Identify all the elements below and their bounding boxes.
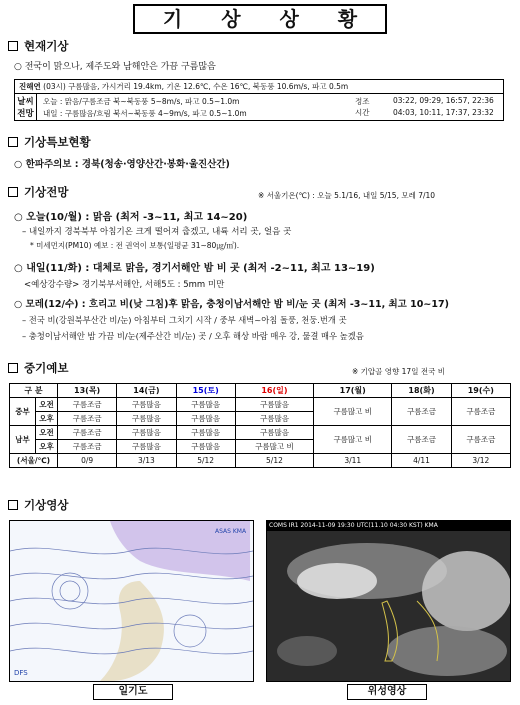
svg-text:ASAS KMA: ASAS KMA xyxy=(215,528,247,535)
temp-cell: 0/9 xyxy=(58,454,117,468)
table-cell: 구름많음 xyxy=(235,426,313,440)
checkbox-icon xyxy=(8,363,18,373)
outlook-today: ○ 오늘(10/월) : 맑음 (최저 -3~11, 최고 14~20) xyxy=(14,212,248,223)
pm10-note: * 미세먼지(PM10) 예보 : 전 권역이 보통(일평균 31~80㎍/㎥). xyxy=(30,241,240,250)
table-cell: 구름조금 xyxy=(451,398,510,426)
table-cell: 구름많음 xyxy=(117,412,176,426)
satellite-header: COMS IR1 2014-11-09 19:30 UTC(11.10 04:30 KST) KMA xyxy=(267,521,510,531)
am-label: 오전 xyxy=(36,398,58,412)
section-warnings: 기상특보현황 xyxy=(8,134,91,150)
section-images: 기상영상 xyxy=(8,497,68,513)
table-cell: 구름많음 xyxy=(235,398,313,412)
table-cell: 구름많음 xyxy=(117,398,176,412)
table-cell: 구름많음 xyxy=(117,440,176,454)
seoul-label: (서울/℃) xyxy=(10,454,58,468)
midterm-note: ※ 기압골 영향 17일 전국 비 xyxy=(352,367,445,376)
current-row: 진해연 (03시) 구름많음, 가시거리 19.4km, 기온 12.6℃, 수온 16℃, 북동풍 10.6m/s, 파고 0.5m xyxy=(15,80,503,94)
satellite-image xyxy=(266,520,511,682)
table-cell: 구름많음 xyxy=(117,426,176,440)
table-cell: 구름조금 xyxy=(58,398,117,412)
outlook-day-after: ○ 모레(12/수) : 흐리고 비(낮 그침)후 맑음, 충청이남서해안 밤 비/눈 곳 (최저 -3~11, 최고 10~17) xyxy=(14,299,449,310)
table-cell: 구름많음 xyxy=(176,440,235,454)
current-summary: ○ 전국이 맑으나, 제주도와 남해안은 가끔 구름많음 xyxy=(14,62,216,72)
region-south: 남부 xyxy=(10,426,36,454)
table-cell: 구름많고 비 xyxy=(235,440,313,454)
table-cell: 구름많고 비 xyxy=(314,398,392,426)
current-table xyxy=(14,79,504,121)
col-header: 19(수) xyxy=(451,384,510,398)
section-current-weather: 현재기상 xyxy=(8,38,68,54)
precip-note: <예상강수량> 경기북부서해안, 서해5도 : 5mm 미만 xyxy=(24,280,225,290)
checkbox-icon xyxy=(8,187,18,197)
temp-cell: 5/12 xyxy=(176,454,235,468)
region-central: 중부 xyxy=(10,398,36,426)
col-header: 17(월) xyxy=(314,384,392,398)
section-midterm: 중기예보 xyxy=(8,360,68,376)
col-header: 14(금) xyxy=(117,384,176,398)
table-cell: 구름조금 xyxy=(392,426,451,454)
col-header: 15(토) xyxy=(176,384,235,398)
checkbox-icon xyxy=(8,500,18,510)
table-cell: 구름조금 xyxy=(58,412,117,426)
table-cell: 구름많음 xyxy=(176,426,235,440)
forecast-tomorrow: 내일 : 구름많음/흐림 북서~북동풍 4~9m/s, 파고 0.5~1.0m xyxy=(43,109,247,118)
outlook-today-detail: – 내일까지 경북북부 아침기온 크게 떨어져 춥겠고, 내륙 서리 곳, 얼음 곳 xyxy=(22,227,292,237)
temp-cell: 4/11 xyxy=(392,454,451,468)
tide-label: 정조 시간 xyxy=(355,97,370,117)
col-header: 13(목) xyxy=(58,384,117,398)
col-header: 구 분 xyxy=(10,384,58,398)
table-cell: 구름조금 xyxy=(392,398,451,426)
table-cell: 구름많음 xyxy=(235,412,313,426)
satellite-view xyxy=(267,531,510,681)
table-cell: 구름조금 xyxy=(451,426,510,454)
temp-cell: 5/12 xyxy=(235,454,313,468)
am-label: 오전 xyxy=(36,426,58,440)
tide-tomorrow: 04:03, 10:11, 17:37, 23:32 xyxy=(393,108,494,117)
temp-cell: 3/13 xyxy=(117,454,176,468)
temp-cell: 3/12 xyxy=(451,454,510,468)
caption-weather-chart: 일기도 xyxy=(93,684,173,700)
isobar-map xyxy=(10,521,253,681)
page-title: 기 상 상 황 xyxy=(133,4,387,34)
table-cell: 구름많음 xyxy=(176,398,235,412)
outlook-tomorrow: ○ 내일(11/화) : 대체로 맑음, 경기서해안 밤 비 곳 (최저 -2~11, 최고 13~19) xyxy=(14,263,375,274)
pm-label: 오후 xyxy=(36,412,58,426)
weather-chart-image xyxy=(9,520,254,682)
tide-today: 03:22, 09:29, 16:57, 22:36 xyxy=(393,96,494,105)
table-cell: 구름조금 xyxy=(58,426,117,440)
svg-text:DFS: DFS xyxy=(14,669,28,677)
section-outlook: 기상전망 xyxy=(8,184,68,200)
outlook-day-after-detail1: – 전국 비(강원북부산간 비/눈) 아침부터 그치기 시작 / 중부 새벽~아침 돌풍, 천둥.번개 곳 xyxy=(22,315,347,325)
midterm-table xyxy=(9,383,511,468)
caption-satellite: 위성영상 xyxy=(347,684,427,700)
table-cell: 구름많고 비 xyxy=(314,426,392,454)
temp-cell: 3/11 xyxy=(314,454,392,468)
forecast-today: 오늘 : 맑음/구름조금 북~북동풍 5~8m/s, 파고 0.5~1.0m xyxy=(43,97,240,106)
table-cell: 구름조금 xyxy=(58,440,117,454)
checkbox-icon xyxy=(8,41,18,51)
warning-line: ○ 한파주의보 : 경북(청송·영양산간·봉화·울진산간) xyxy=(14,159,230,170)
forecast-label: 날씨 전망 xyxy=(15,94,37,121)
pm-label: 오후 xyxy=(36,440,58,454)
checkbox-icon xyxy=(8,137,18,147)
seoul-temps: ※ 서울기온(℃) : 오늘 5.1/16, 내일 5/15, 모레 7/10 xyxy=(258,191,436,200)
outlook-day-after-detail2: – 충청이남서해안 밤 가끔 비/눈(제주산간 비/눈) 곳 / 오후 해상 바람 매우 강, 물결 매우 높겠음 xyxy=(22,331,364,341)
col-header: 18(화) xyxy=(392,384,451,398)
col-header: 16(일) xyxy=(235,384,313,398)
table-cell: 구름많음 xyxy=(176,412,235,426)
